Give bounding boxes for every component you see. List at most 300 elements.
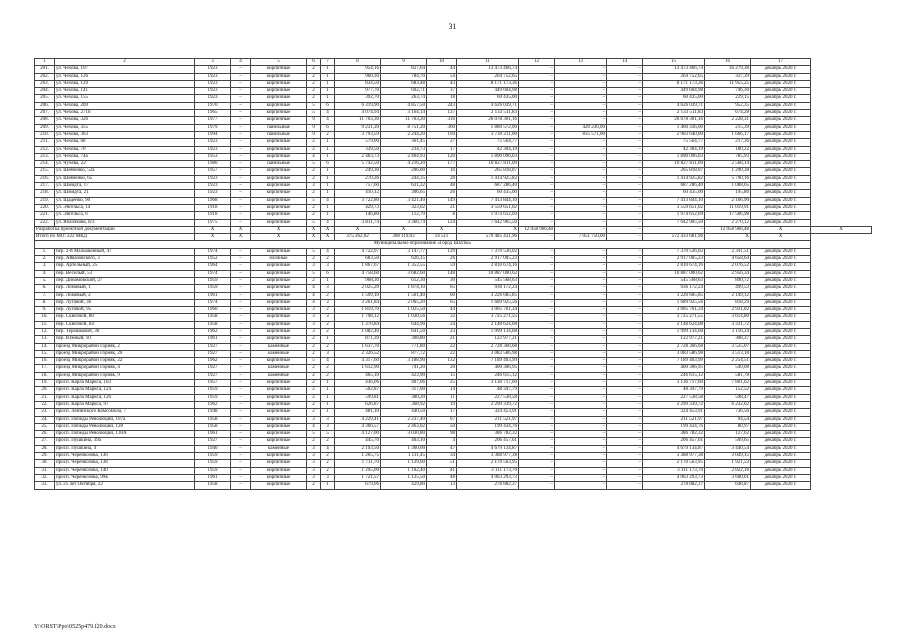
table-cell: –	[519, 336, 555, 343]
table-cell: 540,08	[705, 365, 751, 372]
table-cell: –	[231, 343, 251, 350]
table-cell: 368,92	[381, 401, 427, 408]
table-cell: кирпичные	[251, 153, 307, 160]
table-cell: –	[231, 431, 251, 438]
table-cell: 204.	[35, 88, 55, 95]
table-cell: 3 722,80	[335, 197, 381, 204]
table-cell: 2 299 339,72	[457, 401, 519, 408]
table-cell: 2	[307, 438, 321, 445]
table-cell: 219.	[35, 197, 55, 204]
table-cell: 2	[321, 131, 335, 138]
table-cell: 208.	[35, 117, 55, 124]
table-cell: кирпичные	[251, 95, 307, 102]
table-cell: –	[555, 314, 607, 321]
table-cell: 42 304,19	[457, 146, 519, 153]
table-cell: 205.	[35, 95, 55, 102]
table-cell: –	[231, 139, 251, 146]
table-cell: –	[231, 474, 251, 481]
table-cell: –	[231, 146, 251, 153]
table-cell: 1958	[195, 321, 231, 328]
table-cell: 400 306,95	[643, 365, 705, 372]
table-cell: –	[555, 212, 607, 219]
table-cell: –	[555, 88, 607, 95]
table-cell: –	[231, 263, 251, 270]
table-cell: кирпичные	[251, 80, 307, 87]
table-cell: 1 999 134,68	[457, 328, 519, 335]
table-cell: 211 521,97	[457, 416, 519, 423]
table-cell: 2 133 511,83	[457, 110, 519, 117]
table-cell: просп. Победы Революции, 130А	[55, 431, 195, 438]
table-cell: 3 164,14	[381, 110, 427, 117]
table-cell: 612,30	[381, 277, 427, 284]
table-cell: 3	[307, 416, 321, 423]
table-cell: 1961	[195, 474, 231, 481]
table-cell: –	[607, 394, 643, 401]
table-cell: 4	[231, 59, 251, 66]
table-cell: 7 370 536,02	[643, 248, 705, 255]
table-cell: пер. Ломовый, 1	[55, 285, 195, 292]
table-cell: 1 974 612,69	[643, 212, 705, 219]
table-cell: 1 890 096,03	[643, 153, 705, 160]
table-cell: 17	[427, 409, 457, 416]
table-cell: 3	[321, 285, 335, 292]
table-cell: –	[555, 80, 607, 87]
table-cell: декабрь 2020 г.	[751, 256, 811, 263]
table-cell: кирпичные	[251, 336, 307, 343]
table-cell: ул. Чехова, 355	[55, 124, 195, 131]
table-cell: ул. Чехова, 269	[55, 102, 195, 109]
table-cell: 9	[307, 117, 321, 124]
table-cell: 34	[427, 453, 457, 460]
table-cell: 7 413 844,10	[457, 197, 519, 204]
table-cell: 22	[427, 350, 457, 357]
table-cell: кирпичные	[251, 482, 307, 489]
table-cell: кирпичные	[251, 358, 307, 365]
table-cell: 12.	[35, 328, 55, 335]
table-row	[35, 102, 872, 109]
table-cell: 1 295,00	[335, 467, 381, 474]
table-cell: 420 236,00	[555, 124, 607, 131]
table-cell: кирпичные	[251, 409, 307, 416]
table-cell: 3 725 271,55	[643, 314, 705, 321]
table-row	[35, 314, 872, 321]
table-cell: –	[555, 190, 607, 197]
table-cell: 1962	[195, 401, 231, 408]
table-cell: –	[231, 467, 251, 474]
table-cell: –	[555, 117, 607, 124]
table-row	[35, 328, 872, 335]
table-cell: 2	[321, 365, 335, 372]
table-cell: ул. Чехова, 70	[55, 146, 195, 153]
table-cell: 890,72	[705, 277, 751, 284]
table-cell: –	[555, 183, 607, 190]
table-row	[35, 146, 872, 153]
table-cell: –	[519, 102, 555, 109]
table-cell: –	[231, 153, 251, 160]
table-cell: 278 882,37	[643, 482, 705, 489]
table-cell: –	[519, 219, 555, 226]
table-cell: 3 005 761,34	[643, 307, 705, 314]
table-cell: –	[231, 460, 251, 467]
table-cell: 1 360,00	[381, 445, 427, 452]
table-cell: 1 689 925,56	[643, 299, 705, 306]
table-cell: 1979	[195, 124, 231, 131]
table-cell: просп. Черенкозова, 136	[55, 453, 195, 460]
table-cell: 60 435,00	[457, 95, 519, 102]
table-cell: 644,90	[381, 321, 427, 328]
table-cell: –	[519, 131, 555, 138]
table-cell: –	[519, 292, 555, 299]
table-cell: кирпичные	[251, 73, 307, 80]
table-cell: 180,22	[705, 146, 751, 153]
table-cell: 1	[321, 394, 335, 401]
table-cell: 581,78	[705, 372, 751, 379]
table-cell: –	[607, 292, 643, 299]
table-cell: просп. Победы Революции, 107а	[55, 416, 195, 423]
table-cell: 2 149,12	[705, 292, 751, 299]
table-cell: –	[555, 482, 607, 489]
table-cell: 19.	[35, 380, 55, 387]
table-cell: 3 111 173,70	[457, 467, 519, 474]
table-row	[35, 66, 872, 73]
table-row	[35, 117, 872, 124]
table-cell: 2	[307, 277, 321, 284]
table-cell: 2 228,31	[705, 117, 751, 124]
table-cell: 316	[427, 117, 457, 124]
table-cell: 5 790,16	[705, 175, 751, 182]
table-cell: декабрь 2020 г.	[751, 73, 811, 80]
table-cell: 1 666,17	[705, 131, 751, 138]
table-cell: –	[607, 153, 643, 160]
table-cell: просп. Черенкозова, 140	[55, 467, 195, 474]
table-cell: 60 435,00	[643, 190, 705, 197]
table-cell: 11	[427, 394, 457, 401]
table-cell: 6	[321, 270, 335, 277]
table-cell: 3	[321, 416, 335, 423]
table-cell: –	[519, 248, 555, 255]
table-cell: 1	[321, 482, 335, 489]
table-cell: 11 703,30	[335, 117, 381, 124]
table-cell: каменные	[251, 350, 307, 357]
table-cell: X	[811, 226, 872, 233]
table-cell: –	[555, 350, 607, 357]
table-cell: –	[519, 270, 555, 277]
table-cell: –	[555, 307, 607, 314]
table-cell: 3 188,90	[381, 358, 427, 365]
table-cell: 26	[427, 256, 457, 263]
table-cell: 4	[307, 285, 321, 292]
table-cell: 2	[307, 190, 321, 197]
table-cell: 1 088,65	[705, 183, 751, 190]
table-cell: 2 463,02	[381, 423, 427, 430]
table-cell: декабрь 2020 г.	[751, 336, 811, 343]
table-cell: 317,00	[381, 387, 427, 394]
table-cell: 337,39	[705, 73, 751, 80]
table-cell: –	[231, 336, 251, 343]
table-cell: 2 237,49	[381, 416, 427, 423]
table-cell: 3	[307, 453, 321, 460]
table-cell: декабрь 2020 г.	[751, 438, 811, 445]
table-cell: 1	[321, 380, 335, 387]
table-cell: 1	[321, 175, 335, 182]
table-cell: декабрь 2020 г.	[751, 299, 811, 306]
table-cell: –	[519, 350, 555, 357]
table-row	[35, 212, 872, 219]
table-cell: кирпичные	[251, 299, 307, 306]
table-cell: –	[519, 285, 555, 292]
table-cell: 213.	[35, 153, 55, 160]
table-cell: 206,00	[381, 168, 427, 175]
table-cell: 14	[427, 387, 457, 394]
table-row	[35, 380, 872, 387]
table-cell: –	[555, 321, 607, 328]
table-cell: –	[607, 285, 643, 292]
table-cell: 449 604,98	[457, 88, 519, 95]
table-cell: 2 065,20	[381, 299, 427, 306]
table-cell: декабрь 2020 г.	[751, 95, 811, 102]
table-row	[35, 95, 872, 102]
table-cell: –	[231, 299, 251, 306]
table-cell: –	[607, 277, 643, 284]
table-cell: 445,70	[335, 438, 381, 445]
table-cell: 1959	[195, 285, 231, 292]
table-cell: 1927	[195, 343, 231, 350]
table-cell: 2	[307, 168, 321, 175]
table-cell: 1 290,38	[705, 168, 751, 175]
table-cell: 194	[427, 131, 457, 138]
table-cell: 834,50	[335, 80, 381, 87]
table-cell: 1 353,55	[381, 263, 427, 270]
table-cell: 2	[307, 409, 321, 416]
table-cell: –	[607, 409, 643, 416]
table-cell: –	[231, 110, 251, 117]
table-cell: 4 658,64	[705, 256, 751, 263]
table-cell: 122 977,21	[643, 336, 705, 343]
table-row	[35, 263, 872, 270]
table-cell: 30	[427, 277, 457, 284]
table-cell: –	[231, 95, 251, 102]
table-cell: 1964	[195, 263, 231, 270]
table-cell: ул. Щаденко, 90	[55, 197, 195, 204]
table-cell: –	[607, 431, 643, 438]
table-cell: кирпичные	[251, 168, 307, 175]
table-cell: 31.	[35, 467, 55, 474]
table-cell: 4 626 039,71	[643, 102, 705, 109]
table-cell: –	[519, 328, 555, 335]
table-cell: декабрь 2020 г.	[751, 328, 811, 335]
table-cell: –	[607, 161, 643, 168]
table-cell: –	[231, 131, 251, 138]
table-cell: –	[607, 110, 643, 117]
table-cell: кирпичные	[251, 110, 307, 117]
table-cell: –	[607, 256, 643, 263]
table-row	[35, 409, 872, 416]
table-cell: 13	[555, 59, 607, 66]
table-cell: 10 887 000,62	[457, 270, 519, 277]
table-cell: –	[231, 73, 251, 80]
table-cell: 429,80	[381, 482, 427, 489]
table-cell: 3 226 685,85	[457, 292, 519, 299]
table-row	[35, 307, 872, 314]
table-cell: 4	[427, 438, 457, 445]
table-cell: –	[607, 226, 643, 233]
table-cell: –	[607, 270, 643, 277]
table-cell: пер. Айвазовского, 3	[55, 256, 195, 263]
table-cell: 8.	[35, 299, 55, 306]
table-cell: 3	[321, 299, 335, 306]
table-cell: 1	[321, 204, 335, 211]
table-cell: пер. Южный, 10	[55, 336, 195, 343]
table-row	[35, 438, 872, 445]
table-cell: 129	[427, 248, 457, 255]
table-cell: 18	[427, 95, 457, 102]
table-cell: кирпичные	[251, 190, 307, 197]
table-row	[35, 161, 872, 168]
table-cell: –	[231, 219, 251, 226]
table-cell: 25	[427, 380, 457, 387]
table-cell: 1 974 612,69	[457, 212, 519, 219]
table-cell: 2 244,20	[381, 131, 427, 138]
table-cell: 1923	[195, 66, 231, 73]
table-cell: 392,70	[335, 95, 381, 102]
table-cell: –	[555, 153, 607, 160]
table-cell: –	[607, 460, 643, 467]
table-cell: 683,50	[335, 256, 381, 263]
table-cell: 13	[427, 482, 457, 489]
table-cell: 2.	[35, 256, 55, 263]
table-cell: 122 977,21	[457, 336, 519, 343]
table-cell: –	[231, 314, 251, 321]
table-cell: пер. Артельный, 25	[55, 263, 195, 270]
table-cell: 222.	[35, 219, 55, 226]
table-cell: декабрь 2020 г.	[751, 212, 811, 219]
table-cell: кирпичные	[251, 394, 307, 401]
table-cell: 1	[321, 139, 335, 146]
table-cell: –	[607, 190, 643, 197]
table-cell: 10 827 811,09	[643, 161, 705, 168]
table-cell: 44	[427, 307, 457, 314]
table-cell: кирпичные	[251, 314, 307, 321]
table-cell: –	[231, 409, 251, 416]
table-cell: 1927	[195, 365, 231, 372]
table-cell: 3 136 717,60	[643, 380, 705, 387]
table-cell: –	[231, 66, 251, 73]
table-cell: 1	[321, 409, 335, 416]
table-cell: 2 299 339,72	[643, 401, 705, 408]
table-cell: –	[607, 197, 643, 204]
table-cell: 22.	[35, 401, 55, 408]
table-cell: кирпичные	[251, 270, 307, 277]
table-cell: 2	[307, 73, 321, 80]
table-cell: –	[231, 88, 251, 95]
table-cell: 75 564,77	[643, 139, 705, 146]
table-cell: кирпичные	[251, 416, 307, 423]
table-cell: 2 822,18	[705, 467, 751, 474]
table-cell: –	[555, 277, 607, 284]
table-cell: 16 279,38	[705, 66, 751, 73]
table-cell: 2	[307, 372, 321, 379]
table-cell: –	[519, 416, 555, 423]
table-cell: –	[555, 372, 607, 379]
table-cell: 227 538,58	[643, 394, 705, 401]
table-cell: –	[519, 299, 555, 306]
table-cell: –	[519, 73, 555, 80]
table-cell: 1 501,40	[381, 292, 427, 299]
table-cell: 7 642 905,50	[457, 219, 519, 226]
table-cell: 20	[427, 365, 457, 372]
table-cell: пер. Динамовский, 27	[55, 277, 195, 284]
table-cell: просп. Черенкозова, 99Б	[55, 474, 195, 481]
table-cell: 1959	[195, 453, 231, 460]
table-cell: ул. Чехова, 74а	[55, 153, 195, 160]
table-cell: 818,29	[705, 299, 751, 306]
table-cell: 641,50	[381, 328, 427, 335]
table-cell: 2	[321, 372, 335, 379]
table-cell: –	[519, 80, 555, 87]
table-cell: 2	[321, 453, 335, 460]
table-cell: 771,80	[381, 343, 427, 350]
table-cell: –	[607, 328, 643, 335]
table-row	[35, 474, 872, 481]
table-cell: 436,06	[335, 380, 381, 387]
table-cell: –	[607, 445, 643, 452]
table-cell: 16.	[35, 358, 55, 365]
table-cell: ул. Шевченко, 65	[55, 175, 195, 182]
table-cell: 1923	[195, 95, 231, 102]
table-cell: –	[555, 292, 607, 299]
document-path: Y:\ORST\Ppo\0525p479.f20.docx	[34, 624, 116, 630]
table-cell: –	[607, 95, 643, 102]
table-cell: 2	[307, 336, 321, 343]
table-cell: 4	[321, 445, 335, 452]
table-row	[35, 219, 872, 226]
table-cell: 2	[307, 401, 321, 408]
table-row	[35, 168, 872, 175]
table-cell: –	[519, 175, 555, 182]
table-cell: 15.	[35, 350, 55, 357]
table-cell: –	[607, 365, 643, 372]
table-cell: X	[381, 226, 427, 233]
table-cell: кирпичные	[251, 248, 307, 255]
table-cell: 1958	[195, 482, 231, 489]
table-cell: 3 739 211,00	[457, 131, 519, 138]
table-cell: –	[231, 292, 251, 299]
table-cell: 324 453,91	[457, 409, 519, 416]
table-cell: 1 711,70	[335, 460, 381, 467]
table-cell: 48 347,79	[457, 387, 519, 394]
table-cell: декабрь 2020 г.	[751, 168, 811, 175]
housing-repair-table	[34, 58, 872, 490]
table-cell: 75 564,77	[457, 139, 519, 146]
table-cell: –	[519, 277, 555, 284]
table-cell: 3 559 651,02	[643, 204, 705, 211]
table-cell: декабрь 2020 г.	[751, 409, 811, 416]
table-cell: –	[519, 358, 555, 365]
table-cell: блочные	[251, 256, 307, 263]
table-cell: 1 612,90	[335, 365, 381, 372]
table-cell: 207.	[35, 110, 55, 117]
table-cell: 598,47	[705, 394, 751, 401]
table-cell: –	[231, 175, 251, 182]
table-cell: 308,37	[705, 336, 751, 343]
table-cell: 3	[307, 307, 321, 314]
table-cell: –	[519, 190, 555, 197]
table-cell: 9	[307, 131, 321, 138]
table-cell: –	[607, 358, 643, 365]
table-cell: 1927	[195, 372, 231, 379]
table-cell: 545 568,63	[643, 277, 705, 284]
table-cell: 3 083 586,98	[643, 350, 705, 357]
